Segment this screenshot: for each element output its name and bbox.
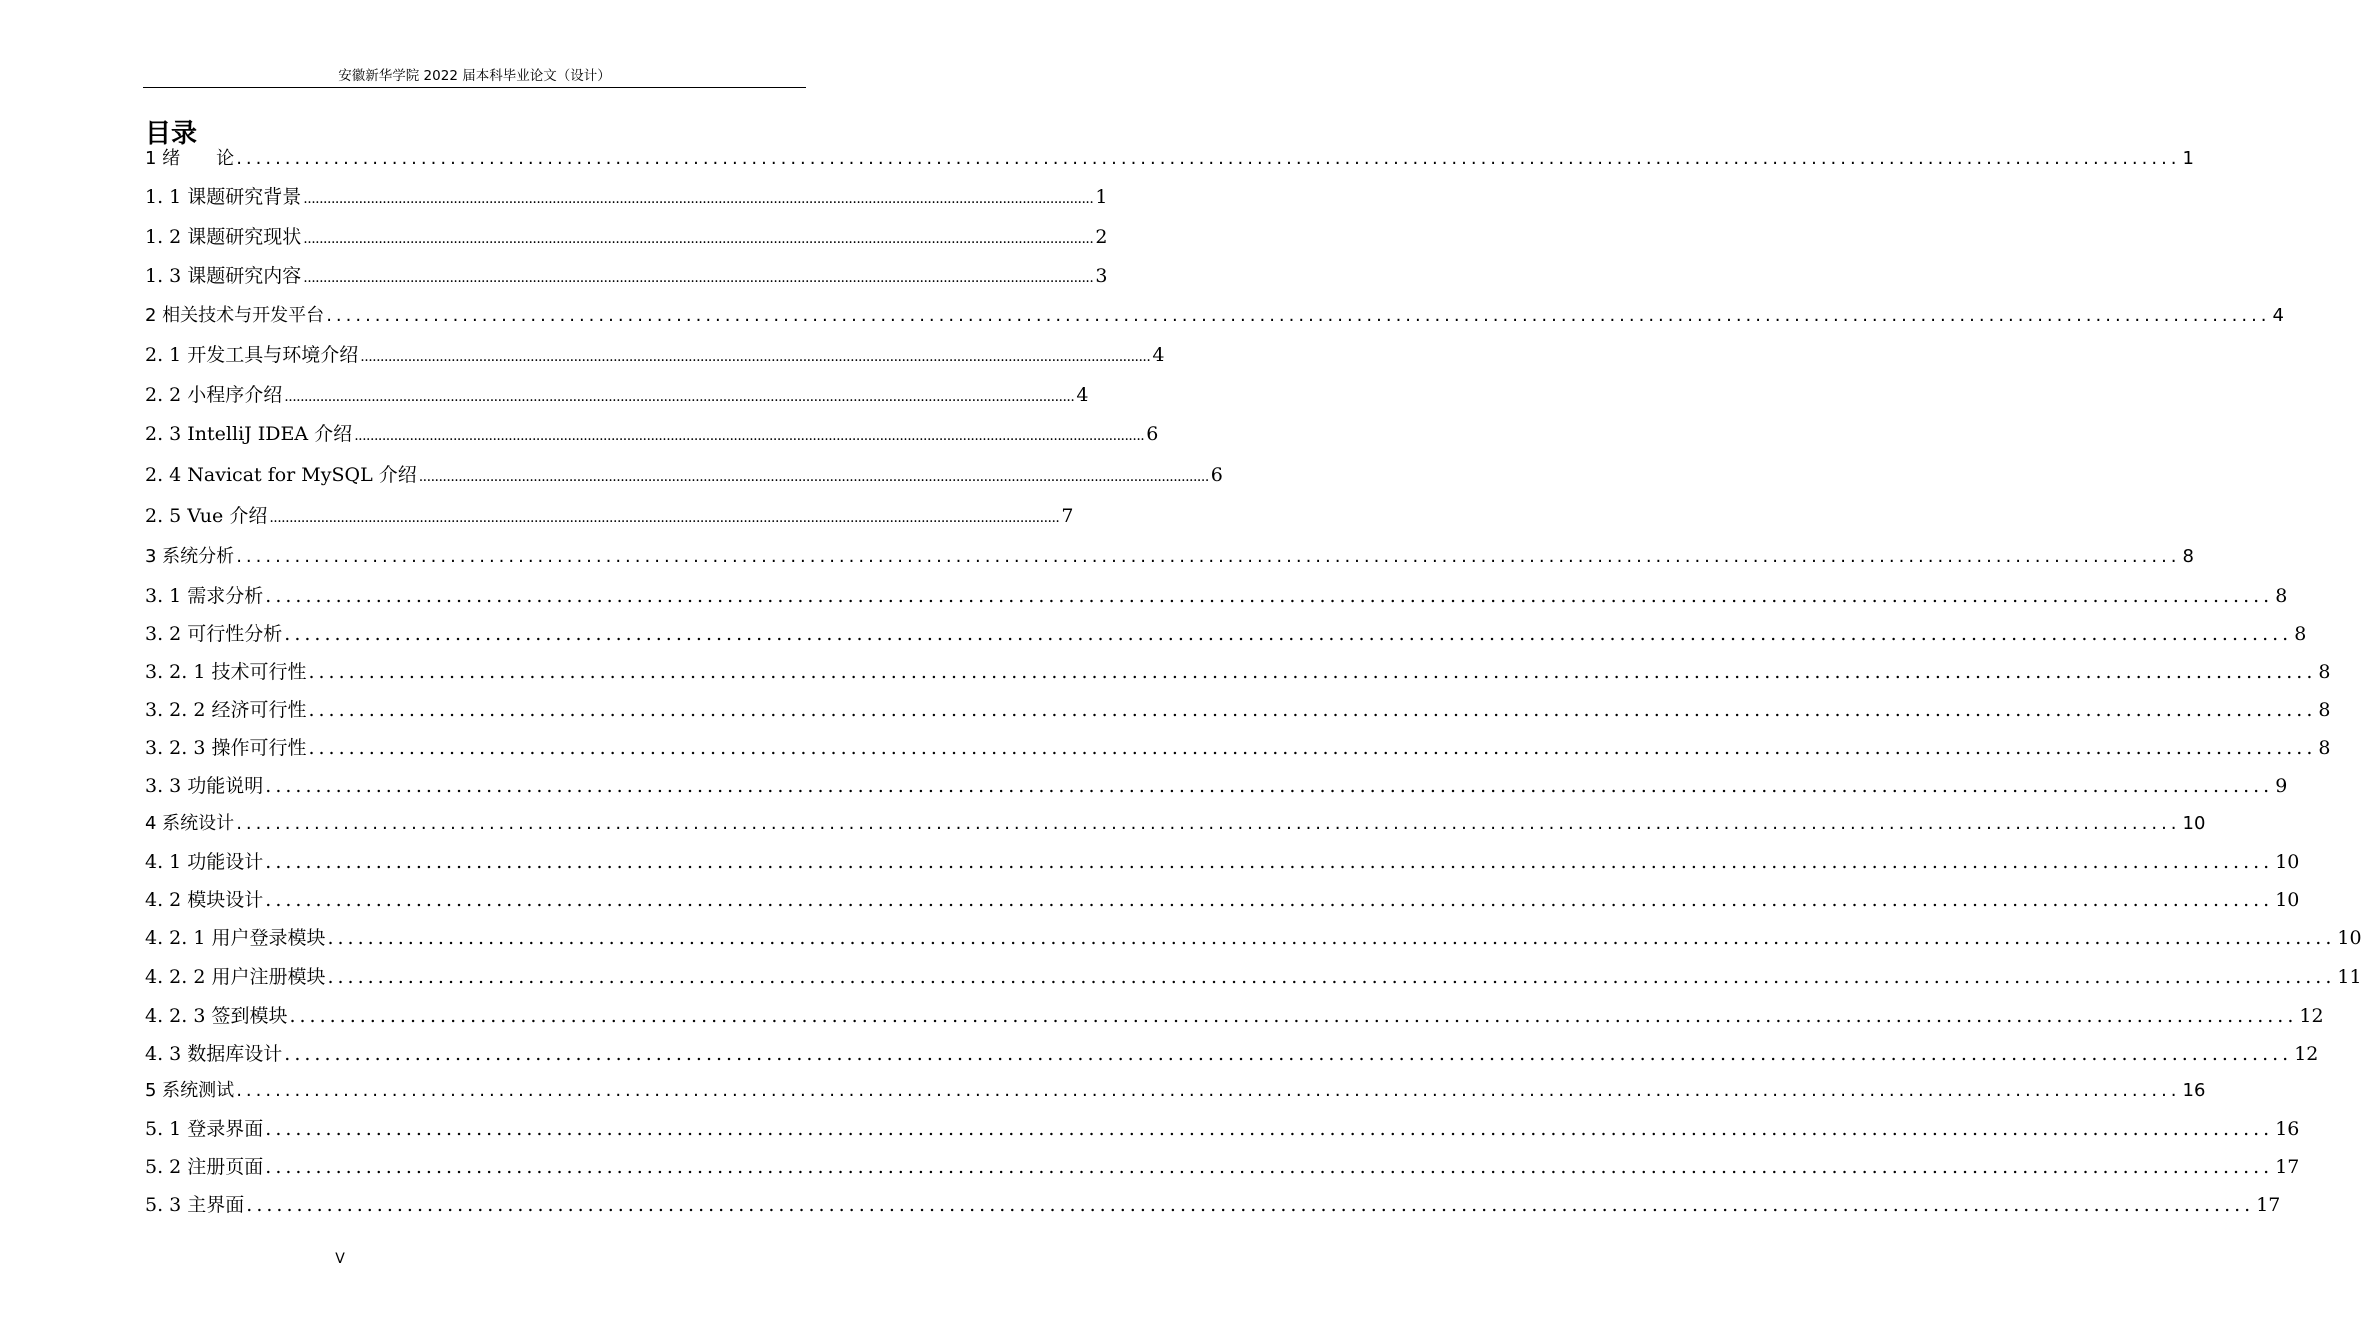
toc-entry[interactable]: [145, 1076, 2206, 1102]
toc-leader-dots: ........................................................................................................................................................................................................: [265, 1118, 2274, 1140]
toc-entry[interactable]: [145, 1001, 2324, 1028]
toc-entry[interactable]: [145, 1190, 2281, 1217]
toc-entry[interactable]: [145, 261, 1108, 288]
toc-entry-page: 17: [2275, 1156, 2300, 1178]
toc-entry-label: 3. 2. 3 操作可行性: [145, 737, 307, 759]
toc-entry-label: 2. 4 Navicat for MySQL 介绍: [145, 464, 417, 486]
toc-entry-label: 2. 1 开发工具与环境介绍: [145, 344, 359, 366]
toc-entry-label: 4. 3 数据库设计: [145, 1043, 283, 1065]
toc-entry[interactable]: [145, 695, 2331, 722]
toc-entry-page: 8: [2294, 623, 2307, 645]
toc-entry[interactable]: [145, 923, 2362, 950]
toc-entry-label: 3 系统分析: [145, 546, 235, 567]
toc-entry[interactable]: [145, 1152, 2300, 1179]
toc-entry[interactable]: [145, 301, 2284, 327]
toc-entry-page: 11: [2337, 966, 2362, 988]
toc-entry-label: 1. 1 课题研究背景: [145, 186, 302, 208]
toc-entry-page: 2: [1095, 226, 1108, 248]
toc-entry-page: 8: [2318, 661, 2331, 683]
toc-entry-label: 4. 2. 3 签到模块: [145, 1005, 288, 1027]
toc-leader-dots: ........................................................................................................................................................................................................: [269, 510, 1060, 526]
toc-entry-page: 4: [1076, 384, 1089, 406]
toc-leader-dots: ........................................................................................................................................................................................................: [360, 349, 1151, 365]
toc-entry-page: 8: [2318, 737, 2331, 759]
toc-leader-dots: ........................................................................................................................................................................................................: [265, 1156, 2274, 1178]
toc-leader-dots: ........................................................................................................................................................................................................: [418, 469, 1209, 485]
toc-entry-label: 1. 3 课题研究内容: [145, 265, 302, 287]
toc-entry[interactable]: [145, 222, 1108, 249]
toc-entry-label: 5 系统测试: [145, 1080, 235, 1101]
toc-entry-page: 10: [2337, 927, 2362, 949]
toc-entry-label: 1. 2 课题研究现状: [145, 226, 302, 248]
toc-entry-page: 8: [2318, 699, 2331, 721]
toc-entry-page: 6: [1210, 464, 1223, 486]
toc-entry-label: 2. 2 小程序介绍: [145, 384, 283, 406]
running-header: 安徽新华学院 2022 届本科毕业论文（设计）: [338, 68, 611, 84]
toc-leader-dots: ........................................................................................................................................................................................................: [236, 1080, 2181, 1101]
toc-entry-label: 4. 2. 1 用户登录模块: [145, 927, 326, 949]
toc-leader-dots: ........................................................................................................................................................................................................: [284, 623, 2293, 645]
toc-entry-page: 1: [2182, 148, 2194, 169]
toc-entry-page: 16: [2182, 1080, 2206, 1101]
toc-entry-page: 16: [2275, 1118, 2300, 1140]
toc-entry-label: 4. 2. 2 用户注册模块: [145, 966, 326, 988]
toc-leader-dots: ........................................................................................................................................................................................................: [265, 775, 2274, 797]
toc-entry[interactable]: [145, 501, 1074, 528]
toc-entry[interactable]: [145, 885, 2300, 912]
toc-entry[interactable]: [145, 144, 2194, 170]
toc-leader-dots: ........................................................................................................................................................................................................: [354, 428, 1145, 444]
toc-leader-dots: ........................................................................................................................................................................................................: [308, 737, 2317, 759]
toc-entry-page: 6: [1146, 423, 1159, 445]
toc-entry-label: 2 相关技术与开发平台: [145, 305, 325, 326]
toc-leader-dots: ........................................................................................................................................................................................................: [236, 813, 2181, 834]
toc-leader-dots: ........................................................................................................................................................................................................: [289, 1005, 2298, 1027]
toc-leader-dots: ........................................................................................................................................................................................................: [246, 1194, 2255, 1216]
header-divider: [143, 87, 806, 88]
toc-entry[interactable]: [145, 619, 2307, 646]
toc-entry-page: 1: [1095, 186, 1108, 208]
toc-entry-label: 3. 1 需求分析: [145, 585, 264, 607]
toc-leader-dots: ........................................................................................................................................................................................................: [236, 546, 2181, 567]
toc-entry[interactable]: [145, 1114, 2300, 1141]
toc-entry-label: 3. 2 可行性分析: [145, 623, 283, 645]
toc-entry-page: 8: [2182, 546, 2194, 567]
toc-entry-page: 3: [1095, 265, 1108, 287]
toc-entry[interactable]: [145, 380, 1089, 407]
toc-entry[interactable]: [145, 847, 2300, 874]
toc-entry[interactable]: [145, 1039, 2319, 1066]
toc-entry-page: 7: [1061, 505, 1074, 527]
toc-entry[interactable]: [145, 581, 2288, 608]
toc-title: 目录: [145, 119, 198, 149]
toc-entry-page: 12: [2299, 1005, 2324, 1027]
toc-entry-page: 4: [1152, 344, 1165, 366]
toc-entry[interactable]: [145, 809, 2206, 835]
toc-entry-page: 10: [2275, 851, 2300, 873]
toc-entry-label: 3. 2. 1 技术可行性: [145, 661, 307, 683]
toc-entry-label: 5. 3 主界面: [145, 1194, 245, 1216]
toc-entry-label: 3. 2. 2 经济可行性: [145, 699, 307, 721]
toc-entry-label: 5. 2 注册页面: [145, 1156, 264, 1178]
toc-leader-dots: ........................................................................................................................................................................................................: [303, 191, 1094, 207]
toc-entry-page: 4: [2272, 305, 2284, 326]
toc-entry[interactable]: [145, 419, 1159, 446]
toc-entry-label: 2. 3 IntelliJ IDEA 介绍: [145, 423, 353, 445]
toc-entry-page: 17: [2256, 1194, 2281, 1216]
toc-leader-dots: ........................................................................................................................................................................................................: [308, 699, 2317, 721]
toc-leader-dots: ........................................................................................................................................................................................................: [236, 148, 2181, 169]
toc-entry-page: 8: [2275, 585, 2288, 607]
toc-entry-label: 4. 1 功能设计: [145, 851, 264, 873]
toc-entry[interactable]: [145, 542, 2194, 568]
page-number: V: [335, 1251, 345, 1267]
toc-entry[interactable]: [145, 962, 2362, 989]
toc-leader-dots: ........................................................................................................................................................................................................: [265, 851, 2274, 873]
toc-entry-page: 9: [2275, 775, 2288, 797]
toc-entry[interactable]: [145, 771, 2288, 798]
toc-entry[interactable]: [145, 340, 1165, 367]
toc-entry[interactable]: [145, 182, 1108, 209]
toc-entry-label: 5. 1 登录界面: [145, 1118, 264, 1140]
toc-leader-dots: ........................................................................................................................................................................................................: [327, 927, 2336, 949]
toc-leader-dots: ........................................................................................................................................................................................................: [265, 889, 2274, 911]
toc-leader-dots: ........................................................................................................................................................................................................: [265, 585, 2274, 607]
toc-entry-label: 1 绪 论: [145, 148, 235, 169]
toc-leader-dots: ........................................................................................................................................................................................................: [308, 661, 2317, 683]
toc-entry-page: 10: [2275, 889, 2300, 911]
toc-entry[interactable]: [145, 657, 2331, 684]
toc-leader-dots: ........................................................................................................................................................................................................: [326, 305, 2271, 326]
toc-entry-label: 4. 2 模块设计: [145, 889, 264, 911]
toc-leader-dots: ........................................................................................................................................................................................................: [303, 231, 1094, 247]
toc-entry-label: 2. 5 Vue 介绍: [145, 505, 268, 527]
toc-entry[interactable]: [145, 460, 1223, 487]
toc-entry[interactable]: [145, 733, 2331, 760]
toc-entry-page: 10: [2182, 813, 2206, 834]
toc-leader-dots: ........................................................................................................................................................................................................: [284, 1043, 2293, 1065]
toc-entry-label: 3. 3 功能说明: [145, 775, 264, 797]
toc-entry-label: 4 系统设计: [145, 813, 235, 834]
toc-leader-dots: ........................................................................................................................................................................................................: [327, 966, 2336, 988]
toc-leader-dots: ........................................................................................................................................................................................................: [303, 270, 1094, 286]
toc-entry-page: 12: [2294, 1043, 2319, 1065]
toc-leader-dots: ........................................................................................................................................................................................................: [284, 389, 1075, 405]
